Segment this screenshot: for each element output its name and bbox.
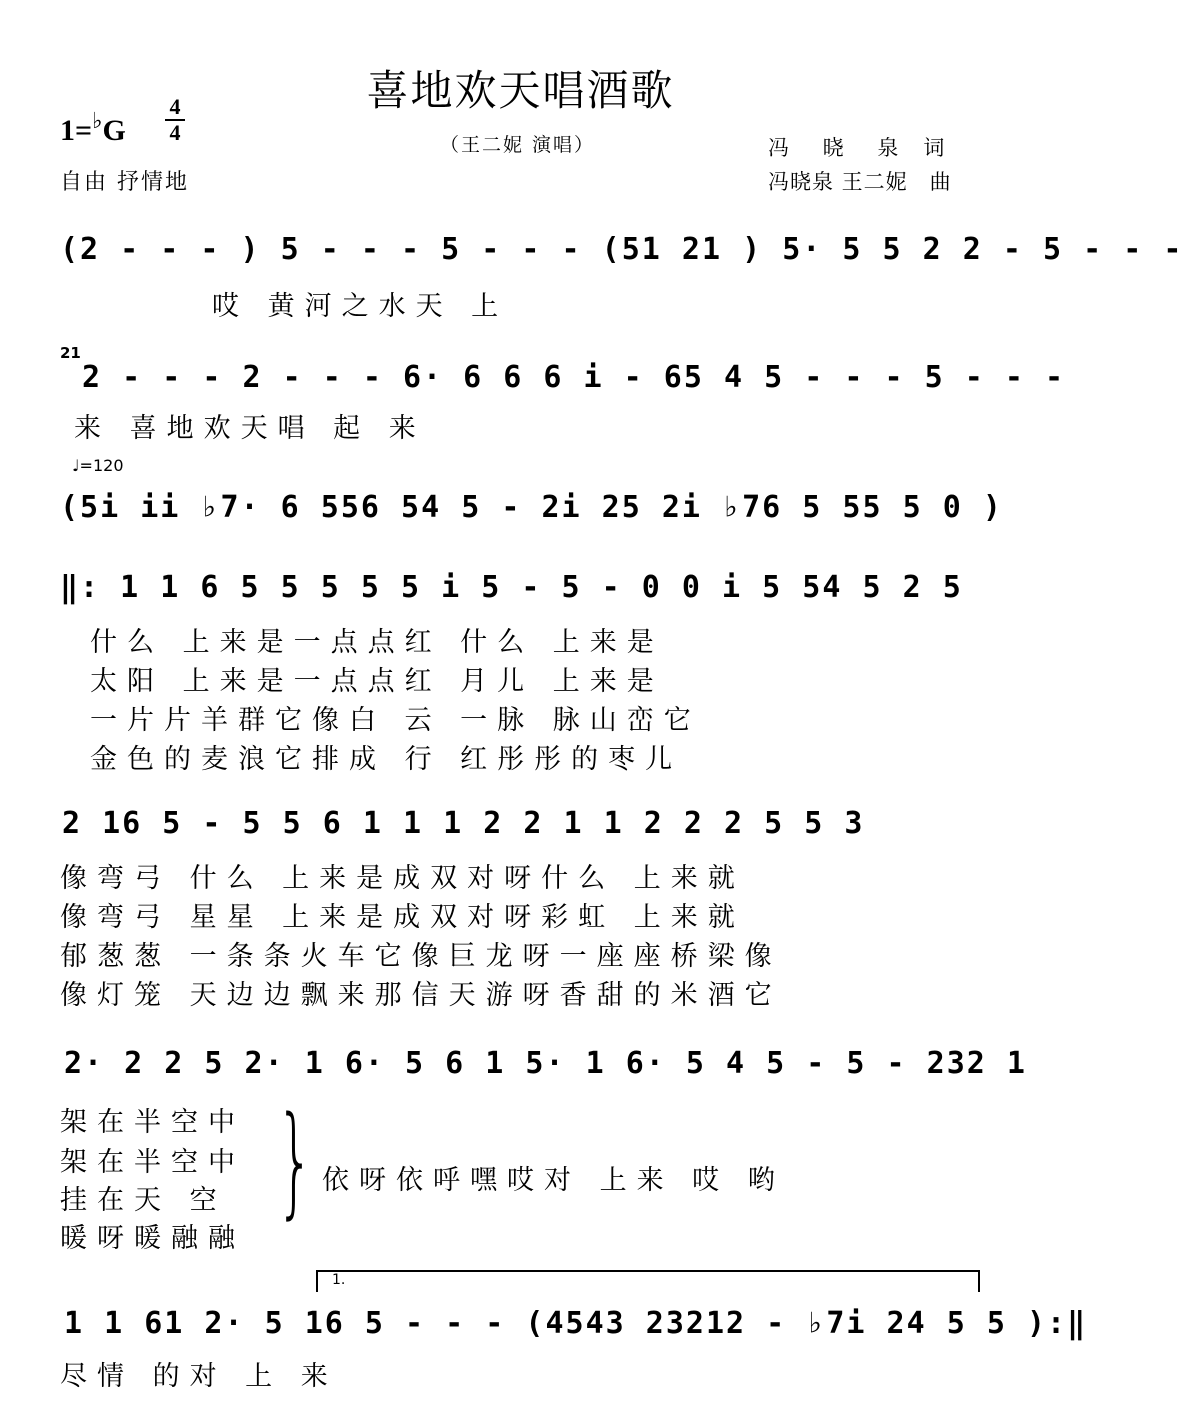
lyrics-system-4-verse-3: 一片片羊群它像白 云 一脉 脉山峦它	[90, 705, 701, 736]
lyrics-system-5-verse-1: 像弯弓 什么 上来是成双对呀什么 上来就	[60, 863, 745, 894]
notes-system-7: 1 1 61 2· 5 16 5 - - - (4543 23212 - ♭7i 24 5 5 ):‖	[64, 1306, 1088, 1341]
lyrics-system-4-verse-4: 金色的麦浪它排成 行 红彤彤的枣儿	[90, 744, 683, 775]
singer-credit: （王二妮 演唱）	[440, 134, 596, 156]
refrain-lyrics: 依呀依呼嘿哎对 上来 哎 哟	[322, 1165, 785, 1196]
notes-system-6: 2· 2 2 5 2· 1 6· 5 6 1 5· 1 6· 5 4 5 - 5 - 232 1	[64, 1046, 1027, 1081]
composer-credit: 冯晓泉 王二妮 曲	[768, 170, 952, 194]
notes-system-3: (5i ii ♭7· 6 556 54 5 - 2i 25 2i ♭76 5 55 5 0 )	[60, 490, 1003, 525]
lyrics-system-6-verse-1: 架在半空中	[60, 1107, 245, 1138]
first-ending-number: 1.	[332, 1272, 346, 1288]
key-letter: G	[102, 114, 126, 147]
key-signature	[60, 108, 126, 148]
lyrics-system-4-verse-2: 太阳 上来是一点点红 月儿 上来是	[90, 666, 664, 697]
first-ending-bracket	[316, 1270, 980, 1292]
grace-note-ornament: 21	[60, 344, 81, 362]
verse-brace: }	[276, 1092, 315, 1231]
song-title: 喜地欢天唱酒歌	[366, 66, 675, 115]
lyrics-system-6-verse-3: 挂在天 空	[60, 1185, 227, 1216]
lyrics-system-6-verse-4: 暖呀暖融融	[60, 1223, 245, 1254]
lyrics-system-4-verse-1: 什么 上来是一点点红 什么 上来是	[90, 627, 664, 658]
lyrics-system-6-verse-2: 架在半空中	[60, 1147, 245, 1178]
notes-system-2: 2 - - - 2 - - - 6· 6 6 6 i - 65 4 5 - - - 5 - - -	[82, 360, 1066, 395]
lyrics-system-5-verse-2: 像弯弓 星星 上来是成双对呀彩虹 上来就	[60, 902, 745, 933]
lyrics-system-2: 来 喜地欢天唱 起 来	[74, 413, 426, 444]
lyrics-system-1: 哎 黄河之水天 上	[212, 291, 509, 322]
tempo-marking: 自由 抒情地	[60, 170, 189, 195]
meter-top: 4	[169, 94, 181, 119]
lyrics-system-7: 尽情 的对 上 来	[60, 1361, 338, 1392]
time-signature	[165, 96, 185, 144]
notes-system-1: (2 - - - ) 5 - - - 5 - - - (51 21 ) 5· 5 5 2 2 - 5 - - -	[60, 232, 1183, 267]
flat-symbol: ♭	[92, 108, 103, 133]
lyrics-system-5-verse-4: 像灯笼 天边边飘来那信天游呀香甜的米酒它	[60, 980, 782, 1011]
lyrics-system-5-verse-3: 郁葱葱 一条条火车它像巨龙呀一座座桥梁像	[60, 941, 782, 972]
notes-system-4: ‖: 1 1 6 5 5 5 5 5 i 5 - 5 - 0 0 i 5 54 5 2 5	[60, 570, 963, 605]
lyricist-credit: 冯 晓 泉 词	[768, 136, 947, 160]
metronome-marking: ♩=120	[72, 456, 124, 475]
notes-system-5: 2 16 5 - 5 5 6 1 1 1 2 2 1 1 2 2 2 5 5 3	[62, 806, 865, 841]
key-prefix: 1=	[60, 114, 93, 147]
meter-bottom: 4	[169, 120, 181, 145]
